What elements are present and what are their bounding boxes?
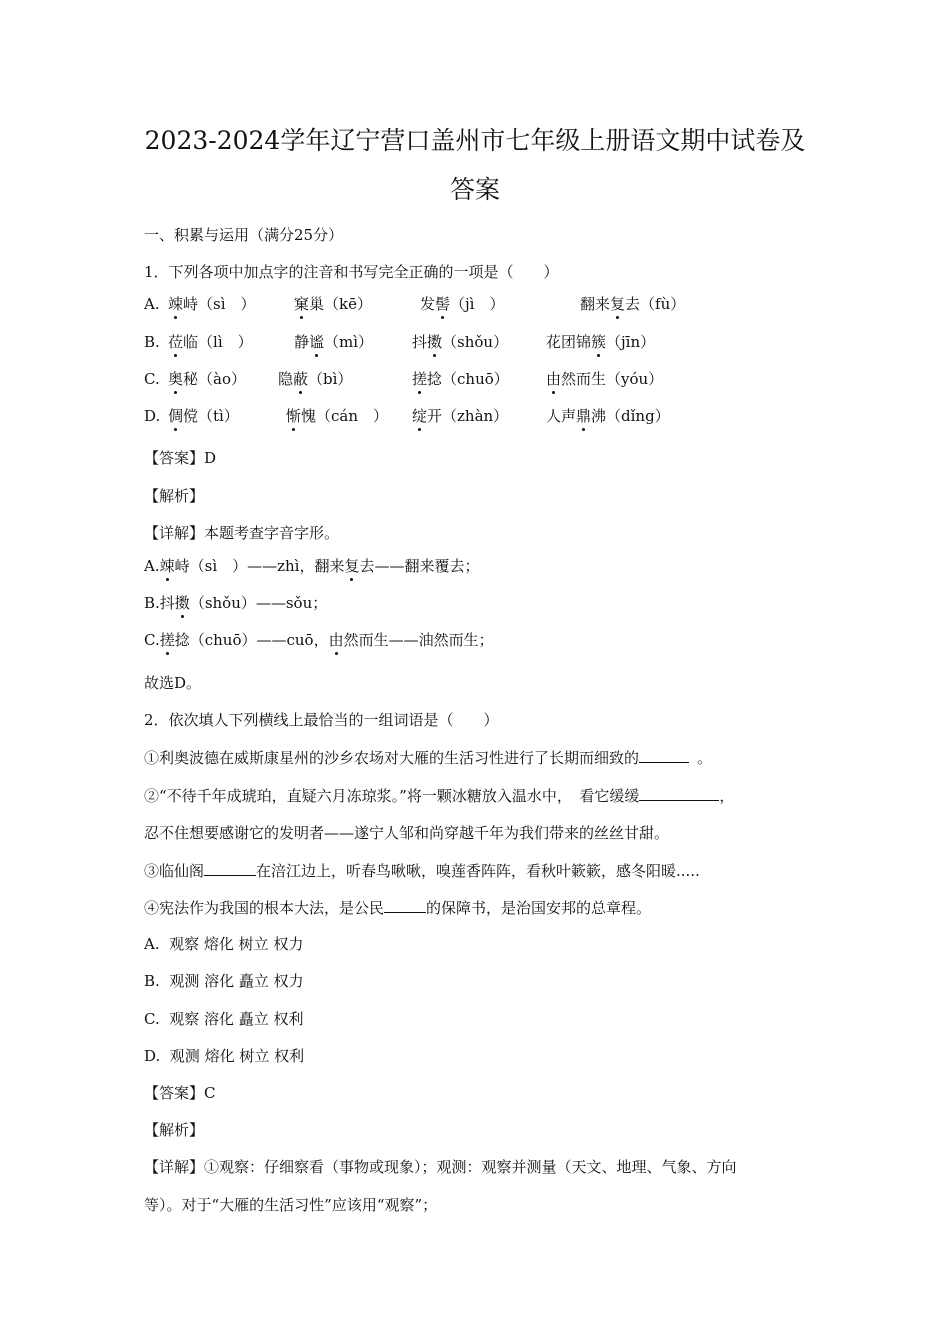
emphasis-dot-char: 擞 <box>174 594 190 612</box>
emphasis-dot-char: 绽 <box>412 407 428 425</box>
q1-option-a-item: 翻来复去（fù） <box>580 295 686 313</box>
emphasis-dot-char: 窠 <box>294 295 310 313</box>
emphasis-dot-char: 髻 <box>435 295 451 313</box>
q2-detail-line2: 等）。对于“大雁的生活习性”应该用“观察”； <box>144 1196 438 1214</box>
q1-option-b-item: 莅临（lì ） <box>168 333 253 351</box>
emphasis-dot-char: 倜 <box>168 407 184 425</box>
q1-option-a-item: 发髻（jì ） <box>420 295 505 313</box>
fill-blank <box>639 786 719 801</box>
q2-sentence-3: ③临仙阁 在涪江边上，听春鸟啾啾，嗅莲香阵阵，看秋叶簌簌，感冬阳暖..... <box>144 862 700 880</box>
q1-option-c-label: C. <box>144 370 160 388</box>
q2-sentence-2-cont: 忍不住想要感谢它的发明者——遂宁人邹和尚穿越千年为我们带来的丝丝甘甜。 <box>144 824 670 842</box>
section-heading: 一、积累与运用（满分25分） <box>144 226 344 244</box>
q2-analysis: 【解析】 <box>144 1121 205 1139</box>
emphasis-dot-char: 簇 <box>591 333 607 351</box>
document-title-line2: 答案 <box>449 175 500 204</box>
q1-analysis: 【解析】 <box>144 487 205 505</box>
q2-stem: 2．依次填人下列横线上最恰当的一组词语是（ ） <box>144 711 499 729</box>
q1-option-b-label: B. <box>144 333 160 351</box>
q2-answer: 【答案】C <box>144 1084 216 1102</box>
q1-option-c-item: 隐蔽（bì） <box>278 370 353 388</box>
emphasis-dot-char: 由 <box>328 631 344 649</box>
q1-option-a-label: A. <box>144 295 160 313</box>
emphasis-dot-char: 奥 <box>168 370 184 388</box>
q1-option-c-item: 由然而生（yóu） <box>546 370 664 388</box>
q1-option-d-item: 倜傥（tì） <box>168 407 239 425</box>
q2-sentence-2: ②“不待千年成琥珀，直疑六月冻琼浆。”将一颗冰糖放入温水中， 看它缓缓 ， <box>144 787 735 805</box>
q1-option-d-item: 人声鼎沸（dǐng） <box>546 407 670 425</box>
q2-option-d: D. 观测 熔化 树立 权利 <box>144 1047 305 1065</box>
emphasis-dot-char: 复 <box>344 557 360 575</box>
emphasis-dot-char: 擞 <box>427 333 443 351</box>
q2-option-a: A. 观察 熔化 树立 权力 <box>144 935 304 953</box>
q2-sentence-4: ④宪法作为我国的根本大法，是公民 的保障书，是治国安邦的总章程。 <box>144 899 652 917</box>
emphasis-dot-char: 鼎 <box>576 407 592 425</box>
q1-option-b-item: 花团锦簇（jīn） <box>546 333 656 351</box>
emphasis-dot-char: 谧 <box>309 333 325 351</box>
emphasis-dot-char: 竦 <box>168 295 184 313</box>
q1-option-d-item: 绽开（zhàn） <box>412 407 509 425</box>
q2-detail-line1: 【详解】①观察：仔细察看（事物或现象）；观测：观察并测量（天文、地理、气象、方向 <box>144 1158 737 1176</box>
q1-answer: 【答案】D <box>144 449 217 467</box>
emphasis-dot-char: 搓 <box>159 631 175 649</box>
emphasis-dot-char: 搓 <box>412 370 428 388</box>
emphasis-dot-char: 蔽 <box>293 370 309 388</box>
q1-option-d-item: 惭愧（cán ） <box>286 407 389 425</box>
q1-explain-c: C.搓捻（chuō）——cuō，由然而生——油然而生； <box>144 631 494 649</box>
q1-option-a-item: 窠巢（kē） <box>294 295 372 313</box>
fill-blank <box>639 748 689 763</box>
q1-explain-a: A.竦峙（sì ）——zhì，翻来复去——翻来覆去； <box>144 557 480 575</box>
q1-option-a-item: 竦峙（sì ） <box>168 295 256 313</box>
q1-stem: 1．下列各项中加点字的注音和书写完全正确的一项是（ ） <box>144 263 559 281</box>
emphasis-dot-char: 竦 <box>159 557 175 575</box>
q2-option-b: B. 观测 溶化 矗立 权力 <box>144 972 304 990</box>
emphasis-dot-char: 惭 <box>286 407 302 425</box>
q1-explain-b: B.抖擞（shǒu）——sǒu； <box>144 594 328 612</box>
q1-option-b-item: 静谧（mì） <box>294 333 374 351</box>
q1-option-d-label: D. <box>144 407 161 425</box>
fill-blank <box>204 861 256 876</box>
emphasis-dot-char: 由 <box>546 370 562 388</box>
q1-option-c-item: 搓捻（chuō） <box>412 370 509 388</box>
q1-option-c-item: 奥秘（ào） <box>168 370 246 388</box>
document-title-line1: 2023-2024学年辽宁营口盖州市七年级上册语文期中试卷及 <box>144 126 806 155</box>
q1-option-b-item: 抖擞（shǒu） <box>412 333 509 351</box>
q1-conclusion: 故选D。 <box>144 674 202 692</box>
emphasis-dot-char: 莅 <box>168 333 184 351</box>
fill-blank <box>384 898 426 913</box>
q2-option-c: C. 观察 溶化 矗立 权利 <box>144 1010 304 1028</box>
q1-detail: 【详解】本题考查字音字形。 <box>144 524 340 542</box>
emphasis-dot-char: 复 <box>610 295 626 313</box>
q2-sentence-1: ①利奥波德在威斯康星州的沙乡农场对大雁的生活习性进行了长期而细致的 。 <box>144 749 713 767</box>
